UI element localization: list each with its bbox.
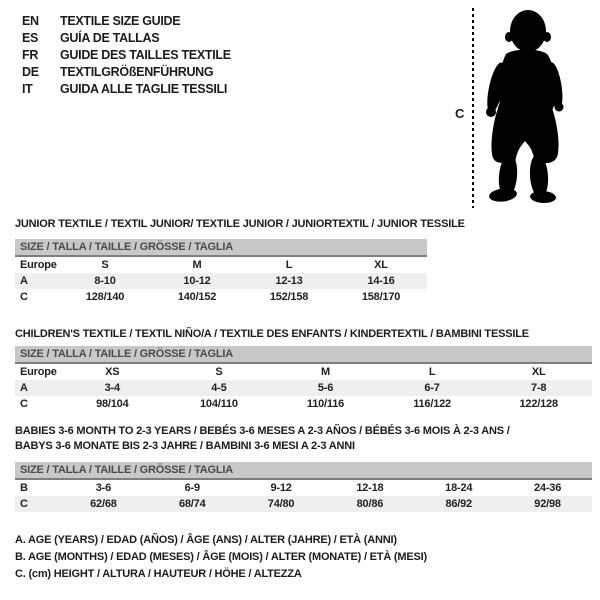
size-table-children bbox=[15, 364, 592, 412]
size-cell: L bbox=[428, 366, 436, 378]
size-cell: 98/104 bbox=[96, 398, 129, 410]
size-cell: 122/128 bbox=[519, 398, 558, 410]
note-age-years: A. AGE (YEARS) / EDAD (AÑOS) / ÂGE (ANS) / ALTER (JAHRE) / ETÀ (ANNI) bbox=[15, 534, 397, 546]
row-label-cell: C bbox=[20, 398, 28, 410]
size-cell: 3-6 bbox=[95, 482, 112, 494]
row-label-cell: Europe bbox=[20, 259, 57, 271]
size-cell: 18-24 bbox=[445, 482, 473, 494]
row-label-cell: C bbox=[15, 496, 59, 512]
section-title-line: BABYS 3-6 MONATE BIS 2-3 JAHRE / BAMBINI 3-6 MESI A 2-3 ANNI bbox=[15, 440, 355, 452]
size-cell: 86/92 bbox=[414, 496, 503, 512]
size-cell: 3-4 bbox=[59, 380, 166, 396]
section-title-line: CHILDREN'S TEXTILE / TEXTIL NIÑO/A / TEXTILE DES ENFANTS / KINDERTEXTIL / BAMBINI TESSILE bbox=[15, 328, 529, 340]
size-header-bar-babies: SIZE / TALLA / TAILLE / GRÖSSE / TAGLIA bbox=[15, 462, 592, 480]
note-height-cm: C. (cm) HEIGHT / ALTURA / HAUTEUR / HÖHE / ALTEZZA bbox=[15, 568, 302, 580]
table-row bbox=[15, 289, 427, 305]
toddler-silhouette-icon bbox=[482, 6, 568, 206]
row-label-cell: C bbox=[20, 291, 28, 303]
language-code: FR bbox=[22, 48, 39, 62]
section-title-babies bbox=[15, 424, 510, 454]
language-code: DE bbox=[22, 65, 39, 79]
size-header-bar-children: SIZE / TALLA / TAILLE / GRÖSSE / TAGLIA bbox=[15, 346, 592, 364]
height-measure-label: C bbox=[455, 106, 465, 121]
size-cell: 74/80 bbox=[237, 496, 326, 512]
language-title: GUIDA ALLE TAGLIE TESSILI bbox=[60, 82, 228, 96]
size-header-bar-junior: SIZE / TALLA / TAILLE / GRÖSSE / TAGLIA bbox=[15, 239, 427, 257]
size-cell: 62/68 bbox=[59, 496, 148, 512]
size-cell: 8-10 bbox=[59, 273, 151, 289]
language-row-es bbox=[22, 30, 231, 47]
size-cell: 24-36 bbox=[534, 482, 562, 494]
size-cell: S bbox=[101, 259, 109, 271]
row-label-cell: B bbox=[20, 482, 28, 494]
size-cell: 68/74 bbox=[148, 496, 237, 512]
size-cell: 7-8 bbox=[485, 380, 592, 396]
size-cell: 128/140 bbox=[85, 291, 125, 303]
language-row-en bbox=[22, 13, 231, 30]
size-cell: 5-6 bbox=[272, 380, 379, 396]
table-row bbox=[15, 257, 427, 273]
size-cell: 152/158 bbox=[269, 291, 309, 303]
language-title: TEXTILE SIZE GUIDE bbox=[60, 14, 181, 28]
size-table-babies bbox=[15, 480, 592, 512]
language-code: ES bbox=[22, 31, 39, 45]
size-cell: 80/86 bbox=[325, 496, 414, 512]
row-label-cell: A bbox=[15, 380, 59, 396]
size-cell: 4-5 bbox=[166, 380, 273, 396]
size-cell: 6-7 bbox=[379, 380, 486, 396]
size-cell: L bbox=[285, 259, 293, 271]
table-row bbox=[15, 396, 592, 412]
language-row-it bbox=[22, 81, 231, 98]
table-row bbox=[15, 364, 592, 380]
language-title: TEXTILGRÖßENFÜHRUNG bbox=[60, 65, 214, 79]
size-cell: 116/122 bbox=[413, 398, 451, 410]
section-title-line: BABIES 3-6 MONTH TO 2-3 YEARS / BEBÉS 3-6 MESES A 2-3 AÑOS / BÉBÉS 3-6 MOIS À 2-3 ANS / bbox=[15, 425, 510, 437]
section-title-children bbox=[15, 327, 529, 342]
note-age-months: B. AGE (MONTHS) / EDAD (MESES) / ÂGE (MOIS) / ALTER (MONATE) / ETÀ (MESI) bbox=[15, 551, 427, 563]
measure-notes bbox=[15, 532, 427, 583]
size-cell: 158/170 bbox=[361, 291, 401, 303]
size-cell: 10-12 bbox=[151, 273, 243, 289]
size-cell: 92/98 bbox=[503, 496, 592, 512]
size-cell: XS bbox=[105, 366, 120, 378]
size-cell: S bbox=[215, 366, 223, 378]
language-code: EN bbox=[22, 14, 39, 28]
table-row bbox=[15, 480, 592, 496]
size-cell: XL bbox=[374, 259, 388, 271]
language-title: GUIDE DES TAILLES TEXTILE bbox=[60, 48, 231, 62]
row-label-cell: Europe bbox=[20, 366, 57, 378]
size-cell: 104/110 bbox=[200, 398, 238, 410]
table-row bbox=[15, 496, 592, 512]
section-title-line: JUNIOR TEXTILE / TEXTIL JUNIOR/ TEXTILE JUNIOR / JUNIORTEXTIL / JUNIOR TESSILE bbox=[15, 218, 465, 230]
language-title: GUÍA DE TALLAS bbox=[60, 31, 160, 45]
size-cell: 9-12 bbox=[270, 482, 292, 494]
section-title-junior bbox=[15, 217, 465, 232]
size-cell: XL bbox=[531, 366, 546, 378]
table-row bbox=[15, 380, 592, 396]
row-label-cell: A bbox=[15, 273, 59, 289]
language-row-de bbox=[22, 64, 231, 81]
size-cell: 14-16 bbox=[335, 273, 427, 289]
size-cell: 6-9 bbox=[184, 482, 200, 494]
size-cell: 12-18 bbox=[356, 482, 384, 494]
height-measure-dashed-line bbox=[472, 8, 474, 208]
size-cell: 110/116 bbox=[306, 398, 345, 410]
size-cell: 12-13 bbox=[243, 273, 335, 289]
size-cell: M bbox=[321, 366, 330, 378]
size-table-junior bbox=[15, 257, 427, 305]
language-code: IT bbox=[22, 82, 33, 96]
language-row-fr bbox=[22, 47, 231, 64]
size-cell: 140/152 bbox=[177, 291, 217, 303]
language-list bbox=[22, 13, 231, 98]
table-row bbox=[15, 273, 427, 289]
size-cell: M bbox=[192, 259, 202, 271]
